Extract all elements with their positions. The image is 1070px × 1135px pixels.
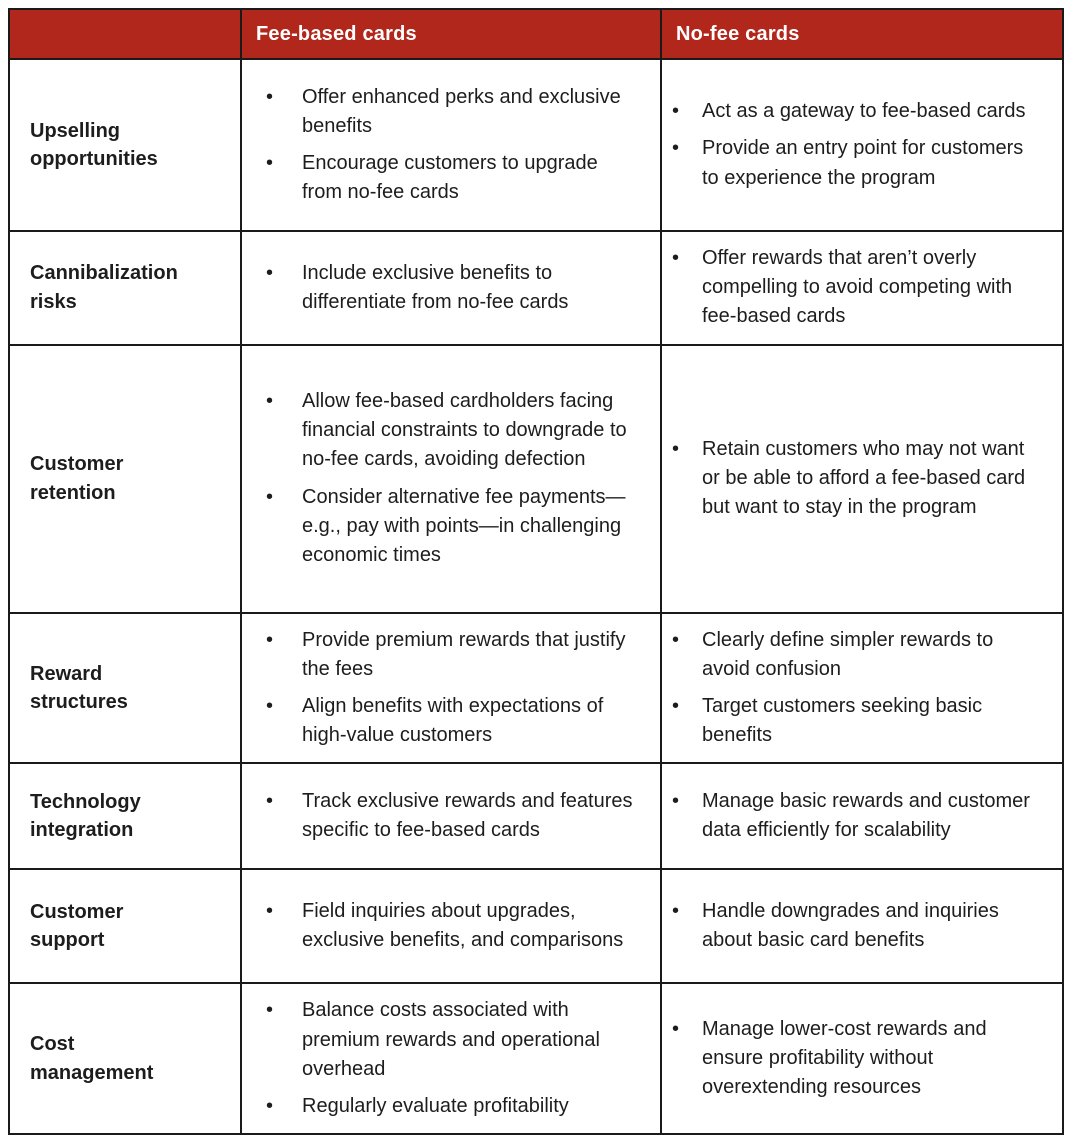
- fee-based-cell: [241, 613, 661, 764]
- fee-based-bullet-list: [242, 259, 642, 317]
- bullet-item: • Clearly define simpler rewards to avoid confusion: [662, 626, 1044, 684]
- no-fee-cell: [661, 763, 1063, 869]
- no-fee-cell: [661, 613, 1063, 764]
- no-fee-bullet-list: [662, 244, 1044, 332]
- no-fee-cell: [661, 59, 1063, 231]
- header-cell-empty: [9, 9, 241, 59]
- fee-based-cell: [241, 59, 661, 231]
- row-label: Reward structures: [9, 613, 241, 764]
- row-label: Cannibalization risks: [9, 231, 241, 345]
- fee-based-bullet-list: [242, 83, 642, 208]
- bullet-item: • Manage basic rewards and customer data efficiently for scalability: [662, 787, 1044, 845]
- bullet-item: • Offer enhanced perks and exclusive benefits: [242, 83, 642, 141]
- table-body: [9, 59, 1063, 1134]
- fee-based-cell: [241, 869, 661, 983]
- bullet-item: • Retain customers who may not want or be able to afford a fee-based card but want to stay in the program: [662, 435, 1044, 523]
- header-row: [9, 9, 1063, 59]
- no-fee-cell: [661, 983, 1063, 1134]
- fee-based-bullet-list: [242, 897, 642, 955]
- no-fee-bullet-list: [662, 787, 1044, 845]
- table-row: [9, 983, 1063, 1134]
- bullet-item: • Target customers seeking basic benefits: [662, 692, 1044, 750]
- row-label: Customer support: [9, 869, 241, 983]
- fee-based-bullet-list: [242, 996, 642, 1121]
- bullet-item: • Encourage customers to upgrade from no-fee cards: [242, 149, 642, 207]
- fee-based-bullet-list: [242, 787, 642, 845]
- no-fee-bullet-list: [662, 897, 1044, 955]
- no-fee-bullet-list: [662, 1015, 1044, 1103]
- no-fee-bullet-list: [662, 435, 1044, 523]
- bullet-item: • Align benefits with expectations of high-value customers: [242, 692, 642, 750]
- card-comparison-table: [8, 8, 1064, 1135]
- bullet-item: • Consider alternative fee payments—e.g., pay with points—in challenging economic times: [242, 483, 642, 571]
- table-row: [9, 763, 1063, 869]
- bullet-item: • Allow fee-based cardholders facing financial constraints to downgrade to no-fee cards, avoiding defection: [242, 387, 642, 475]
- no-fee-cell: [661, 869, 1063, 983]
- row-label: Cost management: [9, 983, 241, 1134]
- fee-based-bullet-list: [242, 626, 642, 751]
- no-fee-bullet-list: [662, 626, 1044, 751]
- bullet-item: • Offer rewards that aren’t overly compelling to avoid competing with fee-based cards: [662, 244, 1044, 332]
- fee-based-bullet-list: [242, 387, 642, 570]
- fee-based-cell: [241, 983, 661, 1134]
- no-fee-bullet-list: [662, 97, 1044, 193]
- bullet-item: • Act as a gateway to fee-based cards: [662, 97, 1044, 126]
- table-row: [9, 59, 1063, 231]
- row-label: Customer retention: [9, 345, 241, 613]
- bullet-item: • Provide an entry point for customers to experience the program: [662, 134, 1044, 192]
- row-label: Upselling opportunities: [9, 59, 241, 231]
- bullet-item: • Provide premium rewards that justify the fees: [242, 626, 642, 684]
- table-row: [9, 345, 1063, 613]
- bullet-item: • Track exclusive rewards and features specific to fee-based cards: [242, 787, 642, 845]
- bullet-item: • Handle downgrades and inquiries about basic card benefits: [662, 897, 1044, 955]
- bullet-item: • Regularly evaluate profitability: [242, 1092, 642, 1121]
- header-cell-fee-based: Fee-based cards: [241, 9, 661, 59]
- bullet-item: • Balance costs associated with premium rewards and operational overhead: [242, 996, 642, 1084]
- bullet-item: • Manage lower-cost rewards and ensure profitability without overextending resources: [662, 1015, 1044, 1103]
- table-row: [9, 231, 1063, 345]
- row-label: Technology integration: [9, 763, 241, 869]
- no-fee-cell: [661, 231, 1063, 345]
- header-cell-no-fee: No-fee cards: [661, 9, 1063, 59]
- bullet-item: • Field inquiries about upgrades, exclusive benefits, and comparisons: [242, 897, 642, 955]
- fee-based-cell: [241, 763, 661, 869]
- fee-based-cell: [241, 231, 661, 345]
- no-fee-cell: [661, 345, 1063, 613]
- bullet-item: • Include exclusive benefits to differentiate from no-fee cards: [242, 259, 642, 317]
- table-row: [9, 869, 1063, 983]
- fee-based-cell: [241, 345, 661, 613]
- table-row: [9, 613, 1063, 764]
